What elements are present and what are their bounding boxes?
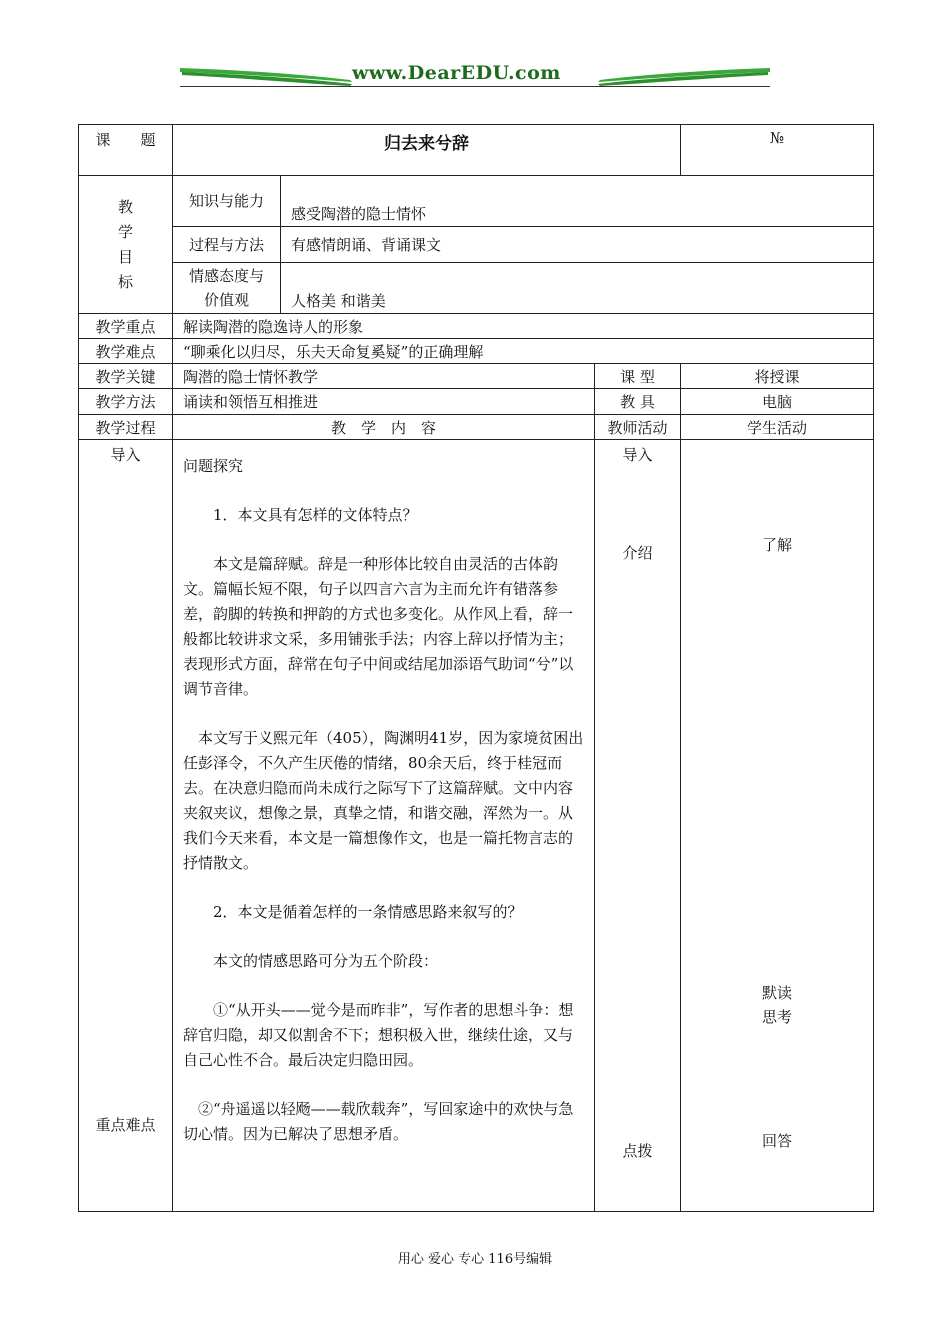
teacher-activity-column [595, 440, 681, 1212]
header-divider [180, 86, 770, 87]
content-heading: 问题探究 [183, 457, 244, 475]
method-label: 教学方法 [79, 389, 173, 415]
topic-label: 课 题 [79, 125, 173, 176]
difficulty-value: “聊乘化以归尽，乐夫天命复奚疑”的正确理解 [173, 339, 874, 364]
teacher-hint: 点拨 [622, 1142, 653, 1160]
paragraph-3: 本文的情感思路可分为五个阶段： [213, 952, 439, 970]
objectives-label: 教 学 目 标 [79, 176, 173, 314]
lesson-title: 归去来兮辞 [173, 125, 681, 176]
tools-value: 电脑 [681, 389, 874, 415]
paragraph-4: ①“从开头——觉今是而昨非”，写作者的思想斗争：想辞官归隐，却又似割舍不下；想积极入世，继续仕途，又与自己心性不合。最后决定归隐田园。 [183, 1001, 574, 1069]
type-label: 课 型 [595, 364, 681, 389]
process-label: 教学过程 [79, 415, 173, 440]
student-activity-column [681, 440, 874, 1212]
key-label: 教学关键 [79, 364, 173, 389]
paragraph-2: 本文写于义熙元年（405），陶渊明41岁，因为家境贫困出任彭泽令，不久产生厌倦的情绪，80余天后，终于桂冠而去。在决意归隐而尚未成行之际写下了这篇辞赋。文中内容夹叙夹议，想像之景，真挚之情，和谐交融，浑然为一。从我们今天来看，本文是一篇想像作文，也是一篇托物言志的抒情散文。 [183, 729, 584, 872]
teacher-explain: 介绍 [622, 544, 653, 562]
objective-value-emotion: 人格美 和谐美 [281, 263, 874, 314]
objective-value-knowledge: 感受陶潜的隐士情怀 [281, 176, 874, 227]
page-footer: 用心 爱心 专心 116号编辑 [397, 1252, 553, 1267]
focus-label: 教学重点 [79, 314, 173, 339]
lesson-plan-table [78, 124, 874, 1212]
stage-column [79, 440, 173, 1212]
focus-value: 解读陶潜的隐逸诗人的形象 [173, 314, 874, 339]
question-1: 1．本文具有怎样的文体特点？ [213, 506, 418, 524]
content-header: 教 学 内 容 [173, 415, 595, 440]
objective-value-process: 有感情朗诵、背诵课文 [281, 227, 874, 263]
teacher-intro: 导入 [622, 446, 653, 464]
type-value: 将授课 [681, 364, 874, 389]
stage-key-points: 重点难点 [95, 1116, 156, 1134]
objective-label-process: 过程与方法 [173, 227, 281, 263]
question-2: 2．本文是循着怎样的一条情感思路来叙写的？ [213, 903, 523, 921]
paragraph-5: ②“舟遥遥以轻飏——载欣载奔”，写回家途中的欢快与急切心情。因为已解决了思想矛盾。 [183, 1100, 574, 1143]
student-activity-header: 学生活动 [681, 415, 874, 440]
paragraph-1: 本文是篇辞赋。辞是一种形体比较自由灵活的古体韵文。篇幅长短不限，句子以四言六言为主而允许有错落参差，韵脚的转换和押韵的方式也多变化。从作风上看，辞一般都比较讲求文采，多用铺张手法；内容上辞以抒情为主；表现形式方面，辞常在句子中间或结尾加添语气助词“兮”以调节音律。 [183, 555, 574, 698]
key-value: 陶潜的隐士情怀教学 [173, 364, 595, 389]
difficulty-label: 教学难点 [79, 339, 173, 364]
teacher-activity-header: 教师活动 [595, 415, 681, 440]
site-logo-text: www.DearEDU.com [352, 62, 561, 84]
teaching-content [173, 440, 595, 1212]
method-value: 诵读和领悟互相推进 [173, 389, 595, 415]
student-answer: 回答 [762, 1132, 793, 1150]
student-think: 思考 [762, 1008, 793, 1026]
student-understand: 了解 [762, 536, 793, 554]
objective-label-knowledge: 知识与能力 [173, 176, 281, 227]
number-label: № [681, 125, 874, 176]
tools-label: 教 具 [595, 389, 681, 415]
stage-intro: 导入 [110, 446, 141, 464]
objective-label-emotion: 情感态度与 价值观 [173, 263, 281, 314]
student-read: 默读 [762, 984, 793, 1002]
